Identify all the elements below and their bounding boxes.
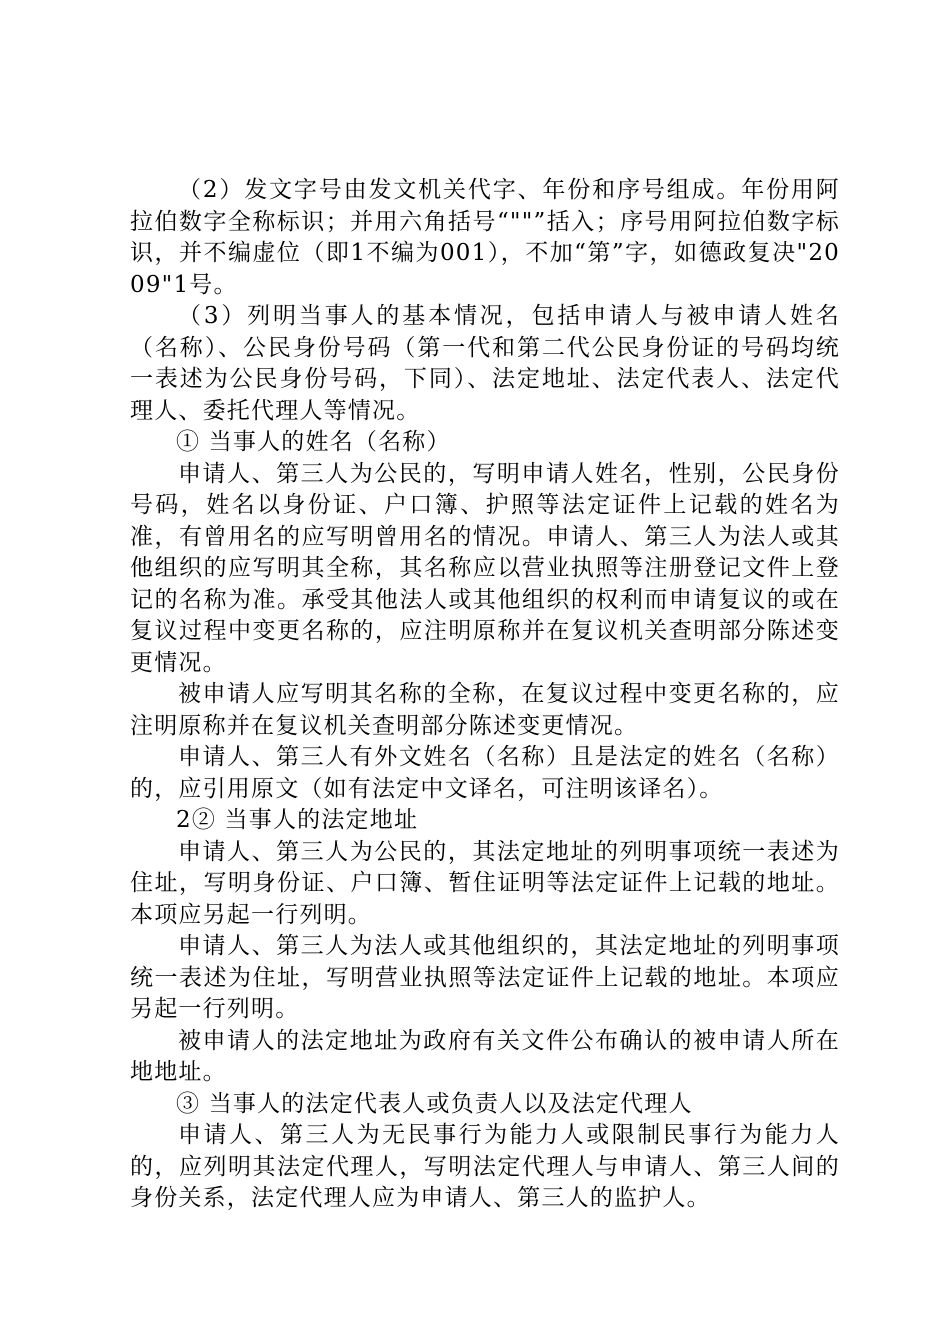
subheading-party-name: ① 当事人的姓名（名称） (176, 429, 451, 455)
paragraph-respondent-name: 被申请人应写明其名称的全称，在复议过程中变更名称的，应注明原称并在复议机关查明部分陈述变更情况。 (130, 681, 840, 739)
document-page (130, 175, 840, 1215)
paragraph-respondent-address: 被申请人的法定地址为政府有关文件公布确认的被申请人所在地地址。 (130, 1027, 840, 1085)
paragraph-party-basic-info: （3）列明当事人的基本情况，包括申请人与被申请人姓名（名称）、公民身份号码（第一代和第二代公民身份证的号码均统一表述为公民身份号码，下同）、法定地址、法定代表人、法定代理人、委托代理人等情况。 (130, 303, 840, 424)
paragraph-organization-address: 申请人、第三人为法人或其他组织的，其法定地址的列明事项统一表述为住址，写明营业执照等法定证件上记载的地址。本项应另起一行列明。 (130, 933, 840, 1022)
paragraph-applicant-citizen-name: 申请人、第三人为公民的，写明申请人姓名，性别，公民身份号码，姓名以身份证、户口簿、护照等法定证件上记载的姓名为准，有曾用名的应写明曾用名的情况。申请人、第三人为法人或其他组织的应写明其全称，其名称应以营业执照等注册登记文件上登记的名称为准。承受其他法人或其他组织的权利而申请复议的或在复议过程中变更名称的，应注明原称并在复议机关查明部分陈述变更情况。 (130, 460, 840, 676)
subheading-legal-representative: ③ 当事人的法定代表人或负责人以及法定代理人 (176, 1090, 693, 1117)
paragraph-legal-agent: 申请人、第三人为无民事行为能力人或限制民事行为能力人的，应列明其法定代理人，写明法定代理人与申请人、第三人间的身份关系，法定代理人应为申请人、第三人的监护人。 (130, 1122, 840, 1211)
paragraph-doc-number-format: （2）发文字号由发文机关代字、年份和序号组成。年份用阿拉伯数字全称标识；并用六角括号“""”括入；序号用阿拉伯数字标识，并不编虚位（即1不编为001），不加“第”字，如德政复决"2009"1号。 (130, 177, 840, 298)
paragraph-foreign-name: 申请人、第三人有外文姓名（名称）且是法定的姓名（名称）的，应引用原文（如有法定中文译名，可注明该译名）。 (130, 744, 840, 802)
paragraph-citizen-address: 申请人、第三人为公民的，其法定地址的列明事项统一表述为住址，写明身份证、户口簿、暂住证明等法定证件上记载的地址。本项应另起一行列明。 (130, 838, 840, 928)
subheading-party-legal-address: 2② 当事人的法定地址 (176, 807, 419, 833)
